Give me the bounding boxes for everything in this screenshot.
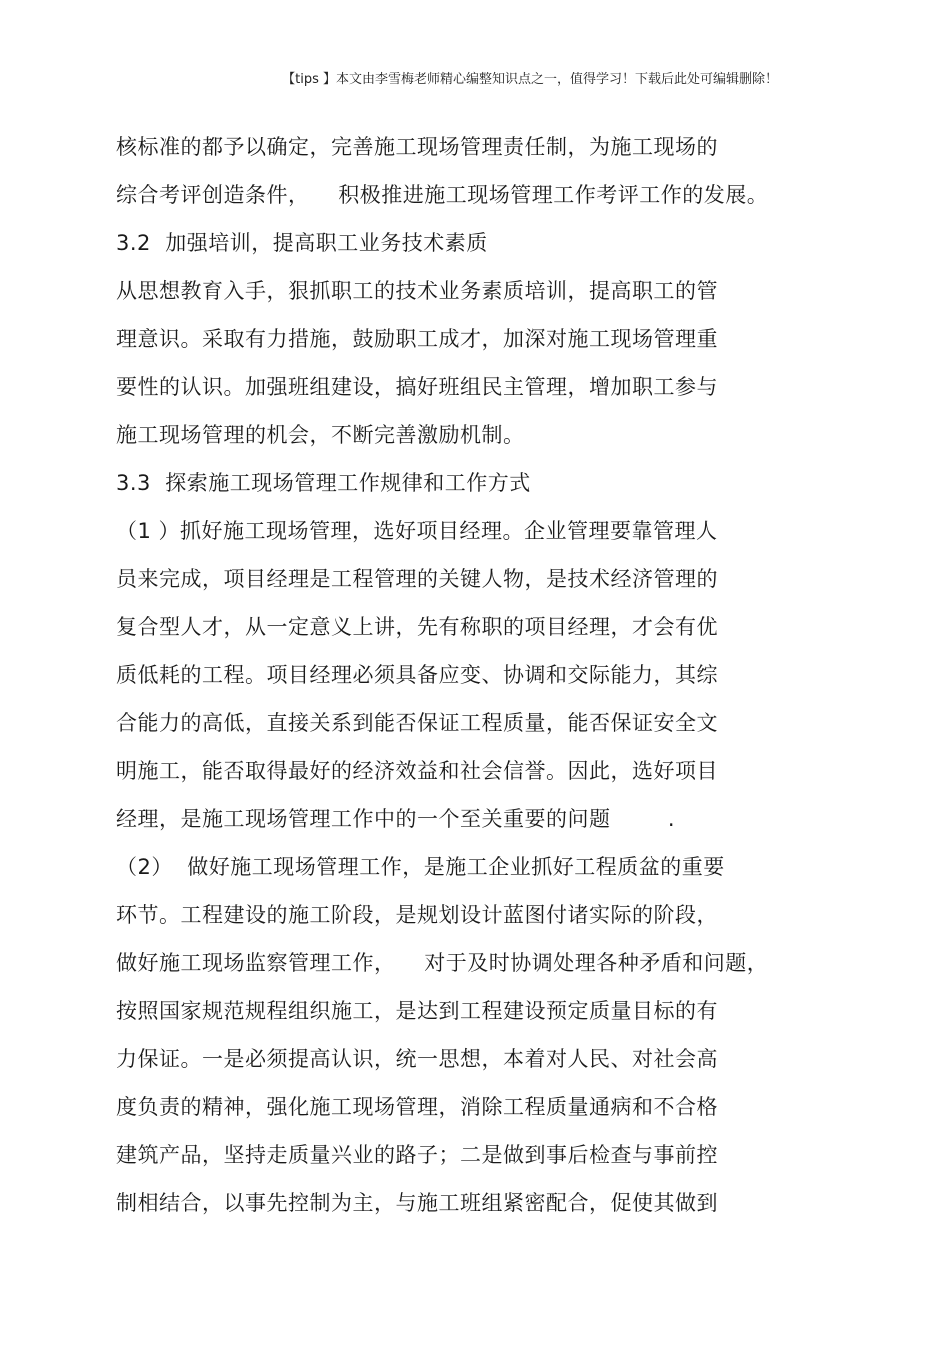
section-heading-3-2: 3.2 加强培训，提高职工业务技术素质 bbox=[116, 231, 488, 255]
text-line: 施工现场管理的机会，不断完善激励机制。 bbox=[116, 423, 525, 447]
text-line: 做好施工现场监察管理工作， 对于及时协调处理各种矛盾和问题， bbox=[116, 951, 769, 975]
text-line: 员来完成，项目经理是工程管理的关键人物，是技术经济管理的 bbox=[116, 567, 718, 591]
text-line: 综合考评创造条件， 积极推进施工现场管理工作考评工作的发展。 bbox=[116, 183, 769, 207]
text-line: 度负责的精神，强化施工现场管理，消除工程质量通病和不合格 bbox=[116, 1095, 718, 1119]
text-line: 质低耗的工程。项目经理必须具备应变、协调和交际能力，其综 bbox=[116, 663, 718, 687]
text-line: （2） 做好施工现场管理工作，是施工企业抓好工程质盆的重要 bbox=[116, 855, 725, 879]
body-text bbox=[116, 128, 806, 1232]
text-line: 环节。工程建设的施工阶段，是规划设计蓝图付诸实际的阶段， bbox=[116, 903, 718, 927]
text-line: 制相结合，以事先控制为主，与施工班组紧密配合，促使其做到 bbox=[116, 1191, 718, 1215]
text-line: 力保证。一是必须提高认识，统一思想，本着对人民、对社会高 bbox=[116, 1047, 718, 1071]
text-line: 核标准的都予以确定，完善施工现场管理责任制，为施工现场的 bbox=[116, 135, 718, 159]
section-heading-3-3: 3.3 探索施工现场管理工作规律和工作方式 bbox=[116, 471, 531, 495]
text-line: 从思想教育入手，狠抓职工的技术业务素质培训，提高职工的管 bbox=[116, 279, 718, 303]
text-line: 经理，是施工现场管理工作中的一个至关重要的问题 . bbox=[116, 807, 676, 831]
text-line: 按照国家规范规程组织施工，是达到工程建设预定质量目标的有 bbox=[116, 999, 718, 1023]
text-line: 要性的认识。加强班组建设，搞好班组民主管理，增加职工参与 bbox=[116, 375, 718, 399]
text-line: 合能力的高低，直接关系到能否保证工程质量，能否保证安全文 bbox=[116, 711, 718, 735]
text-line: 明施工，能否取得最好的经济效益和社会信誉。因此，选好项目 bbox=[116, 759, 718, 783]
text-line: （1 ）抓好施工现场管理，选好项目经理。企业管理要靠管理人 bbox=[116, 519, 718, 543]
text-line: 理意识。采取有力措施，鼓励职工成才，加深对施工现场管理重 bbox=[116, 327, 718, 351]
text-line: 建筑产品，坚持走质量兴业的路子；二是做到事后检查与事前控 bbox=[116, 1143, 718, 1167]
text-line: 复合型人才，从一定意义上讲，先有称职的项目经理，才会有优 bbox=[116, 615, 718, 639]
tips-header: 【tips 】本文由李雪梅老师精心编整知识点之一，值得学习！下载后此处可编辑删除！ bbox=[282, 72, 778, 87]
